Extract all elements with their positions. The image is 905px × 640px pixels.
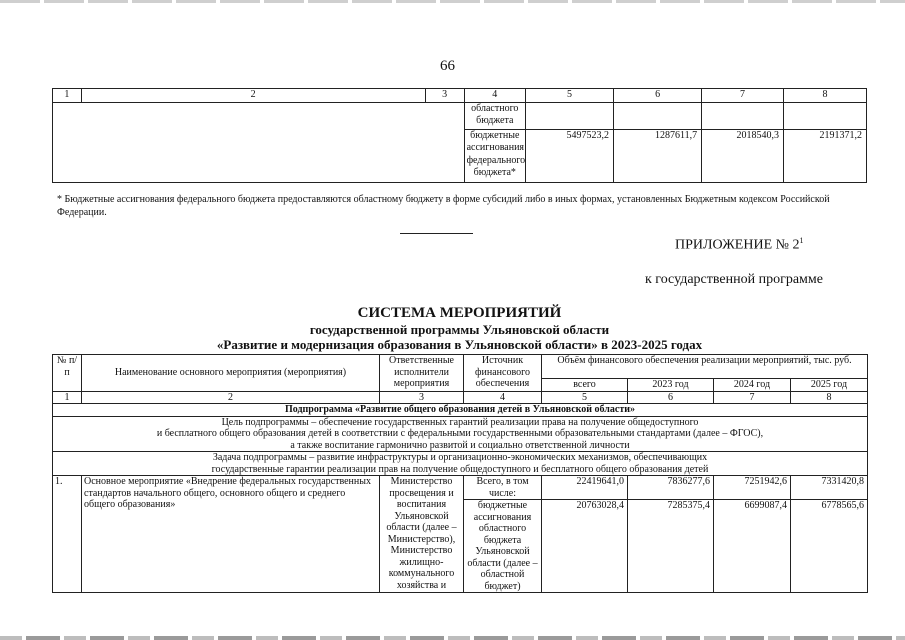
header-funding: Объём финансового обеспечения реализации мероприятий, тыс. руб. <box>542 355 868 379</box>
goal-line: а также воспитание гармонично развитой и социально ответственной личности <box>290 439 630 451</box>
merged-empty-cell <box>53 102 465 182</box>
table-row <box>53 476 868 500</box>
value-cell: 2018540,3 <box>702 129 784 182</box>
value-cell: 7285375,4 <box>628 500 714 593</box>
heading-line-2: государственной программы Ульяновской области <box>309 322 610 337</box>
column-number-row <box>53 89 867 103</box>
heading-line-1: СИСТЕМА МЕРОПРИЯТИЙ <box>357 305 562 321</box>
header-source: Источник финансового обеспечения <box>464 355 542 392</box>
value-cell: 6778565,6 <box>791 500 868 593</box>
header-total: всего <box>542 379 628 392</box>
header-num: № п/п <box>53 355 82 392</box>
appendix-title <box>675 236 804 254</box>
goal-line: и бесплатного общего образования детей в соответствии с федеральными государственными образовательными стандартами (далее – ФГОС), <box>156 428 764 439</box>
col-number: 2 <box>81 89 425 103</box>
goal-row <box>53 416 868 452</box>
footnote: * Бюджетные ассигнования федерального бюджета предоставляются областному бюджету в форме субсидий либо в иных формах, установленных Бюджетным кодексом Российской Федерации. <box>57 194 830 218</box>
row-number: 1. <box>53 476 82 593</box>
subprogram-title: Подпрограмма «Развитие общего образования детей в Ульяновской области» <box>53 404 868 417</box>
value-cell: 22419641,0 <box>542 476 628 500</box>
col-number: 3 <box>425 89 464 103</box>
source-cell: бюджетные ассигнования областного бюджета Ульяновской области (далее – областной бюджет) <box>464 500 542 593</box>
col-number: 4 <box>464 89 525 103</box>
col-number: 4 <box>464 391 542 404</box>
task-line: Задача подпрограммы – развитие инфраструктуры и организационно-экономических механизмов, обеспечивающих <box>212 452 708 463</box>
header-executors: Ответственные исполнители мероприятия <box>380 355 464 392</box>
value-cell: 6699087,4 <box>714 500 791 593</box>
page-number: 66 <box>440 58 455 74</box>
value-cell <box>614 102 702 129</box>
appendix-sup: 1 <box>799 236 804 245</box>
col-number: 7 <box>702 89 784 103</box>
task-line: государственные гарантии реализации прав на получение общедоступного и бесплатного общего образования детей <box>211 463 709 475</box>
col-number: 1 <box>53 391 82 404</box>
source-cell: областного бюджета <box>464 102 525 129</box>
value-cell: 2191371,2 <box>784 129 867 182</box>
scan-edge-bottom <box>0 636 905 640</box>
value-cell: 20763028,4 <box>542 500 628 593</box>
scan-edge-top <box>0 0 905 3</box>
header-row <box>53 355 868 379</box>
value-cell <box>784 102 867 129</box>
measure-name: Основное мероприятие «Внедрение федеральных государственных стандартов начального общего, основного общего и среднего общего образования» <box>82 476 380 593</box>
header-2025: 2025 год <box>791 379 868 392</box>
col-number: 6 <box>628 391 714 404</box>
col-number: 7 <box>714 391 791 404</box>
value-cell: 5497523,2 <box>526 129 614 182</box>
appendix-title-text: ПРИЛОЖЕНИЕ № 2 <box>675 237 800 253</box>
source-cell: Всего, в том числе: <box>464 476 542 500</box>
heading-line-3: «Развитие и модернизация образования в Ульяновской области» в 2023-2025 годах <box>216 337 703 352</box>
task-cell <box>53 452 868 476</box>
col-number: 2 <box>82 391 380 404</box>
continuation-table <box>52 88 867 183</box>
col-number: 1 <box>53 89 82 103</box>
col-number: 5 <box>526 89 614 103</box>
header-2024: 2024 год <box>714 379 791 392</box>
table-row <box>53 102 867 129</box>
subprogram-row <box>53 404 868 417</box>
measure-executors: Министерство просвещения и воспитания Ульяновской области (далее – Министерство), Министерство жилищно-коммунального хозяйства и <box>380 476 464 593</box>
header-2023: 2023 год <box>628 379 714 392</box>
col-number: 8 <box>791 391 868 404</box>
col-number: 6 <box>614 89 702 103</box>
appendix-subtitle: к государственной программе <box>645 272 823 287</box>
value-cell: 7251942,6 <box>714 476 791 500</box>
header-name: Наименование основного мероприятия (мероприятия) <box>82 355 380 392</box>
task-row <box>53 452 868 476</box>
col-number: 8 <box>784 89 867 103</box>
value-cell: 1287611,7 <box>614 129 702 182</box>
separator-line <box>400 233 473 234</box>
measures-table <box>52 354 868 593</box>
col-number: 3 <box>380 391 464 404</box>
source-cell: бюджетные ассигнования федерального бюджета* <box>464 129 525 182</box>
document-heading <box>52 305 867 352</box>
column-number-row <box>53 391 868 404</box>
value-cell: 7836277,6 <box>628 476 714 500</box>
col-number: 5 <box>542 391 628 404</box>
value-cell: 7331420,8 <box>791 476 868 500</box>
goal-cell <box>53 416 868 452</box>
goal-line: Цель подпрограммы – обеспечение государственных гарантий реализации права на получение общедоступного <box>221 416 699 428</box>
value-cell <box>702 102 784 129</box>
value-cell <box>526 102 614 129</box>
